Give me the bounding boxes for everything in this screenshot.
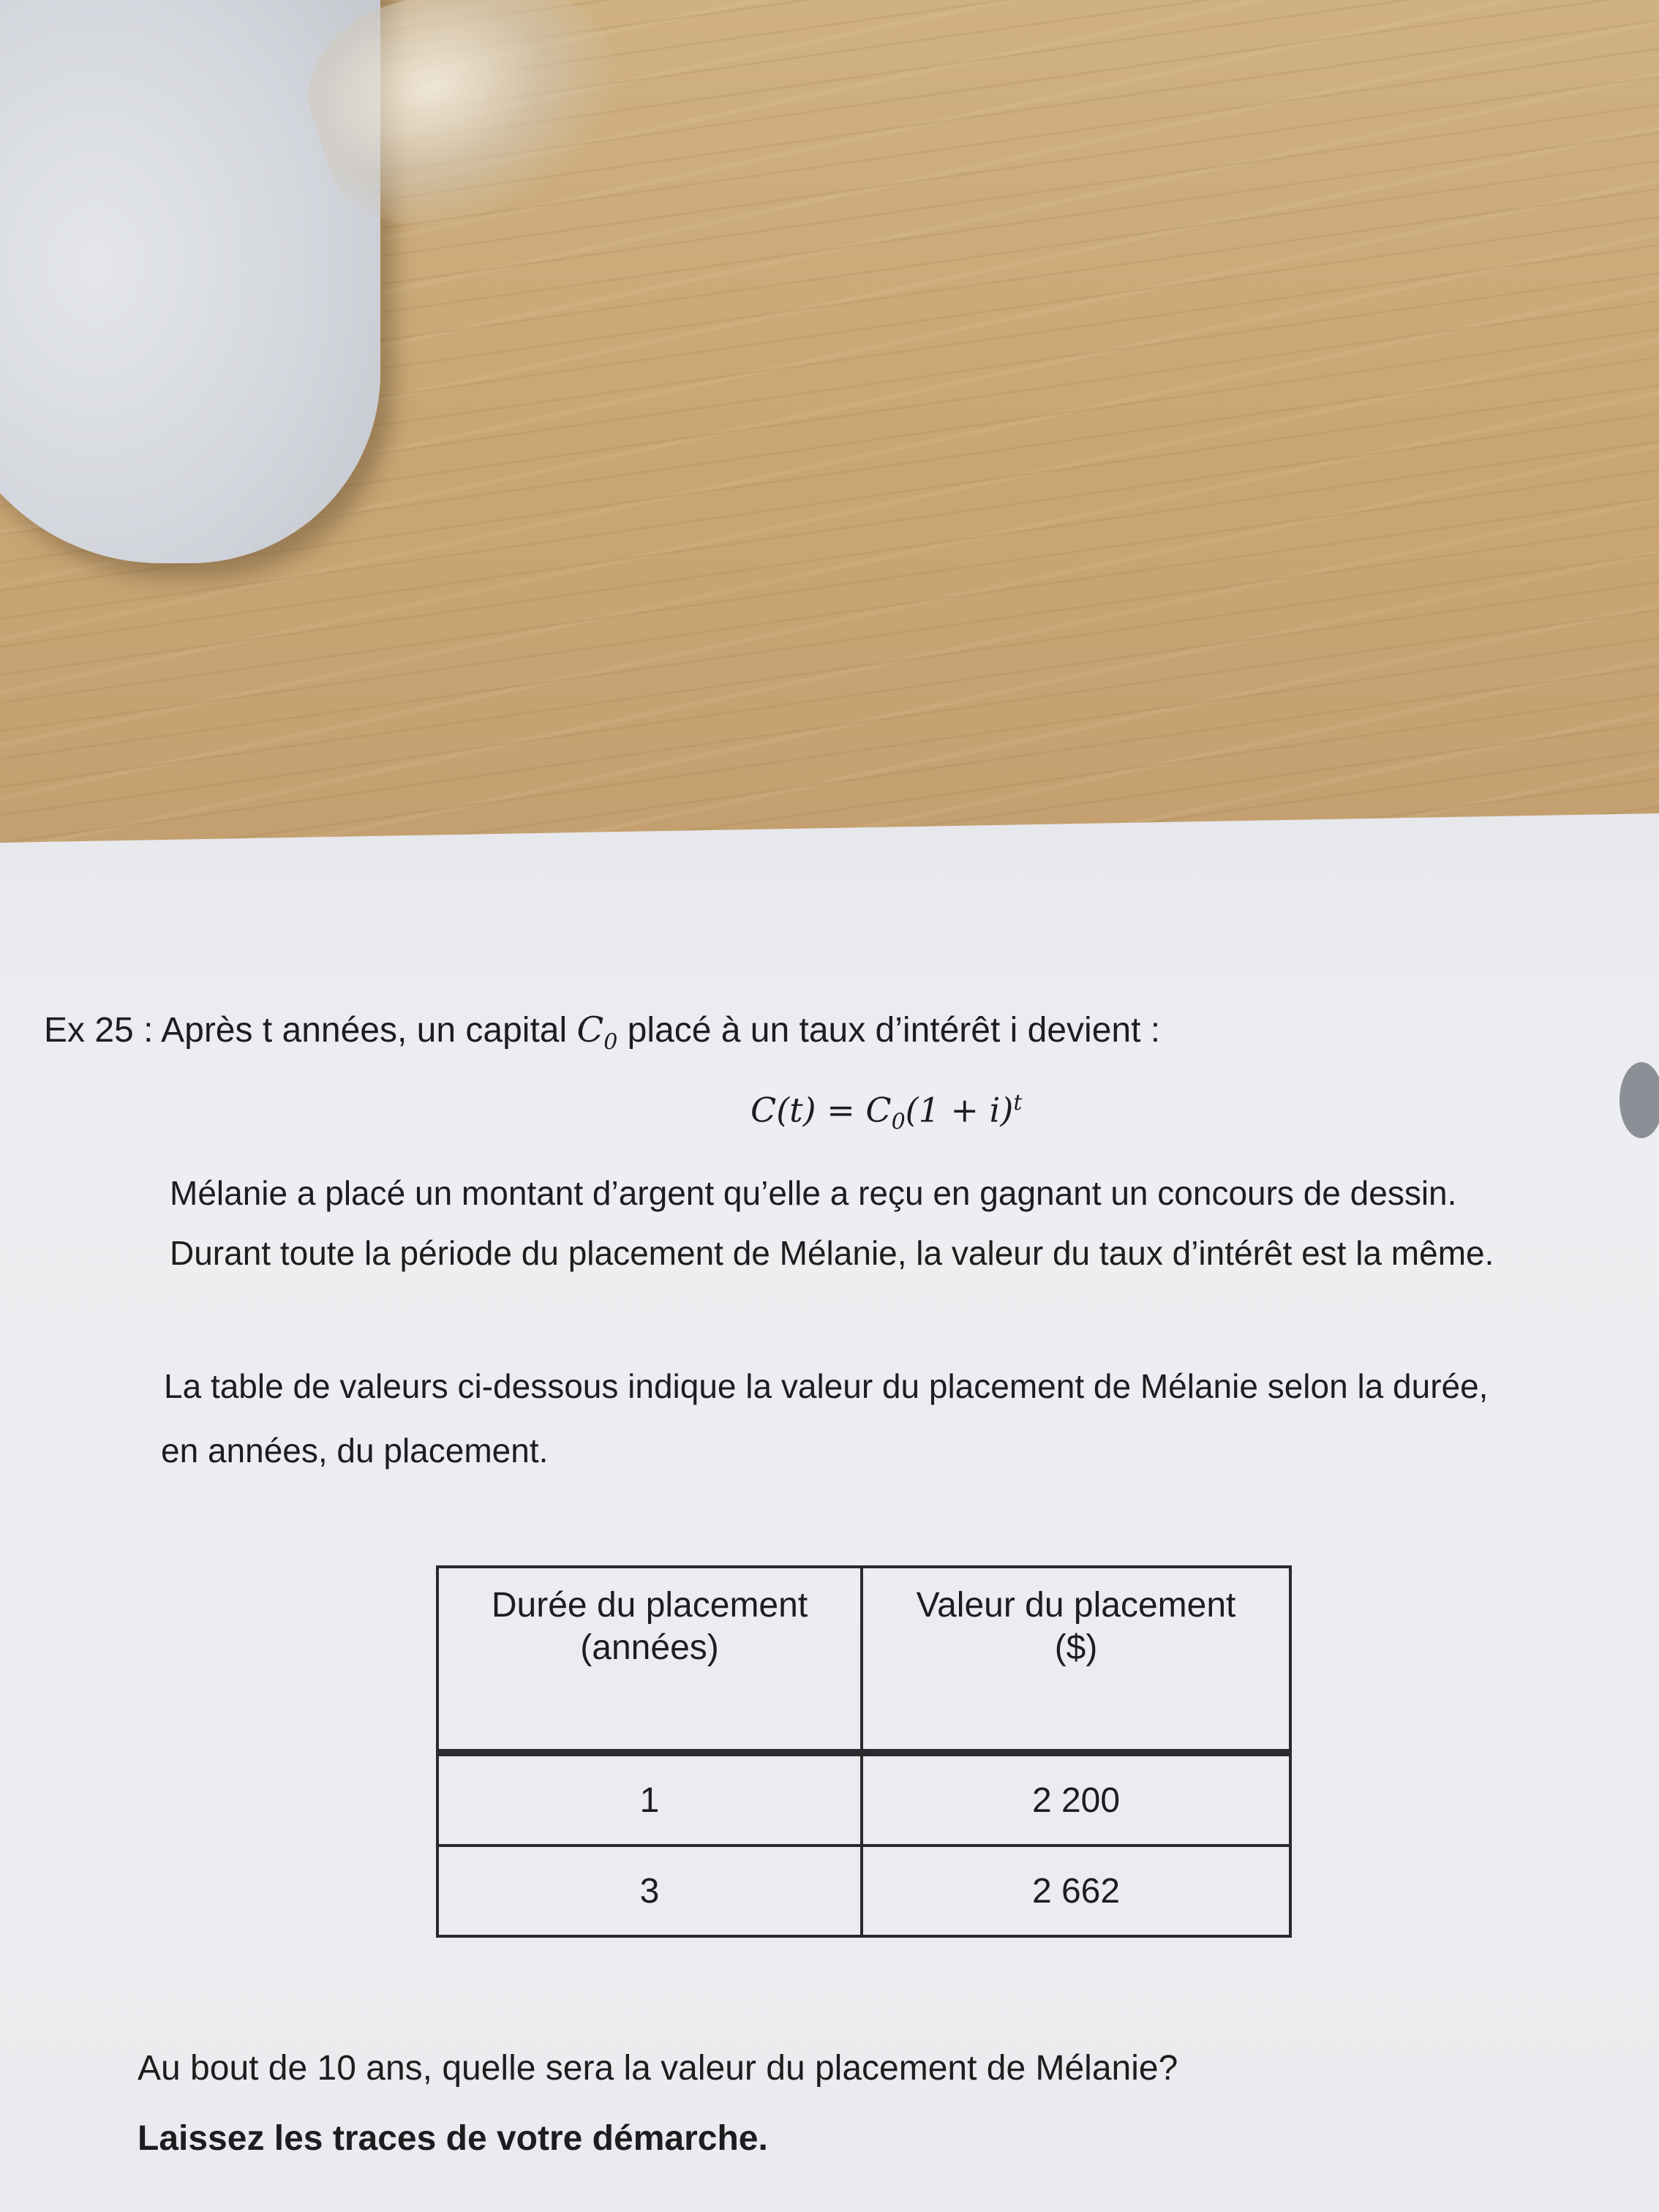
- exercise-intro-end: placé à un taux d’intérêt i devient :: [617, 1011, 1161, 1050]
- question-text: Au bout de 10 ans, quelle sera la valeur du placement de Mélanie?: [138, 2049, 1178, 2088]
- table-row: [437, 1753, 1290, 1846]
- header-duration: Durée du placement (années): [437, 1567, 862, 1753]
- paragraph-2-line-2: en années, du placement.: [161, 1432, 549, 1470]
- table-row: [437, 1846, 1290, 1936]
- cell-duration: 3: [437, 1846, 862, 1936]
- table-header-row: [437, 1567, 1290, 1753]
- paragraph-1-line-1: Mélanie a placé un montant d’argent qu’elle a reçu en gagnant un concours de dessin.: [170, 1174, 1457, 1212]
- binder-hole: [1620, 1062, 1659, 1138]
- exercise-intro-start: Après t années, un capital: [161, 1011, 577, 1050]
- exercise-label: Ex 25 :: [44, 1011, 154, 1050]
- header-value: Valeur du placement ($): [862, 1567, 1290, 1753]
- compound-interest-formula: $C(t) = C_0(1 + i)^t$: [750, 1090, 1023, 1135]
- cell-value: 2 662: [862, 1846, 1290, 1936]
- paragraph-1-line-2: Durant toute la période du placement de Mélanie, la valeur du taux d’intérêt est la même.: [170, 1234, 1494, 1272]
- investment-value-table: [436, 1565, 1292, 1938]
- capital-symbol: $C_0$: [576, 1009, 618, 1056]
- cell-value: 2 200: [862, 1753, 1290, 1846]
- paragraph-2-line-1: La table de valeurs ci-dessous indique la valeur du placement de Mélanie selon la durée,: [164, 1367, 1489, 1405]
- cell-duration: 1: [437, 1753, 862, 1846]
- instruction-text: Laissez les traces de votre démarche.: [138, 2119, 768, 2158]
- exercise-statement: [44, 1009, 1160, 1056]
